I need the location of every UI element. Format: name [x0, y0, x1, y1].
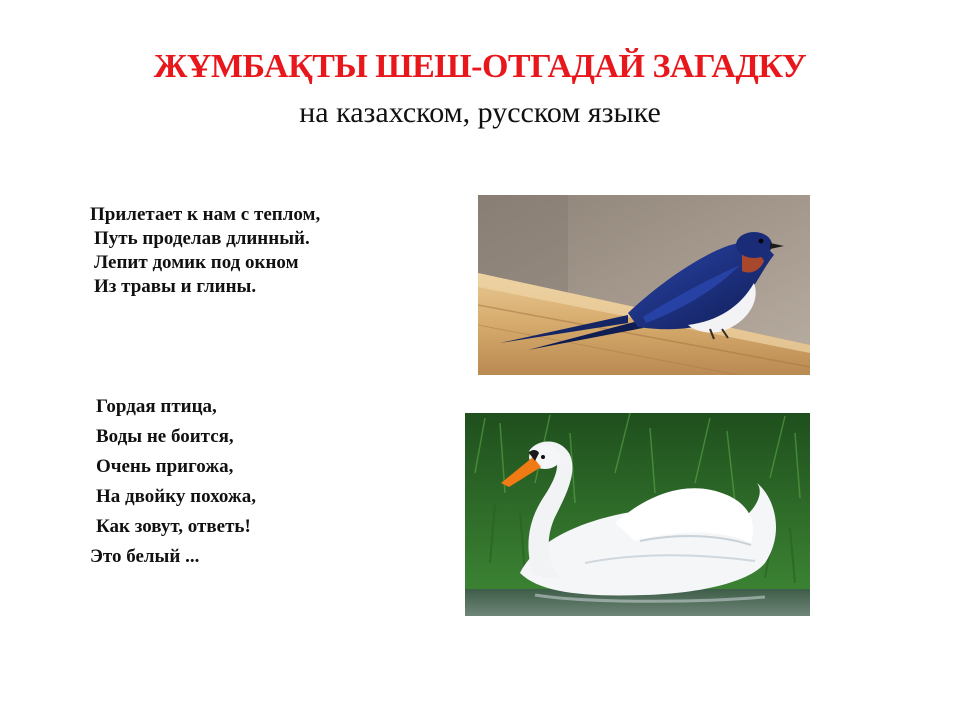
riddle-line: На двойку похожа,: [96, 486, 256, 507]
riddle-line: Как зовут, ответь!: [96, 516, 251, 537]
riddle-swan: [90, 392, 256, 572]
swallow-illustration: [478, 195, 810, 375]
riddle-line: Это белый ...: [90, 546, 200, 567]
riddle-line: Лепит домик под окном: [94, 252, 299, 273]
riddle-line: Воды не боится,: [96, 426, 234, 447]
swallow-photo: [478, 195, 810, 375]
riddle-line: Очень пригожа,: [96, 456, 234, 477]
swan-photo: [465, 413, 810, 616]
riddle-line: Гордая птица,: [96, 396, 217, 417]
slide-title: ЖҰМБАҚТЫ ШЕШ-ОТГАДАЙ ЗАГАДКУ: [153, 48, 807, 85]
riddle-swallow: [90, 203, 320, 299]
riddle-line: Прилетает к нам с теплом,: [90, 204, 321, 225]
swan-illustration: [465, 413, 810, 616]
slide-subtitle: на казахском, русском языке: [299, 96, 661, 129]
riddle-line: Из травы и глины.: [94, 276, 257, 297]
riddle-line: Путь проделав длинный.: [94, 228, 310, 249]
